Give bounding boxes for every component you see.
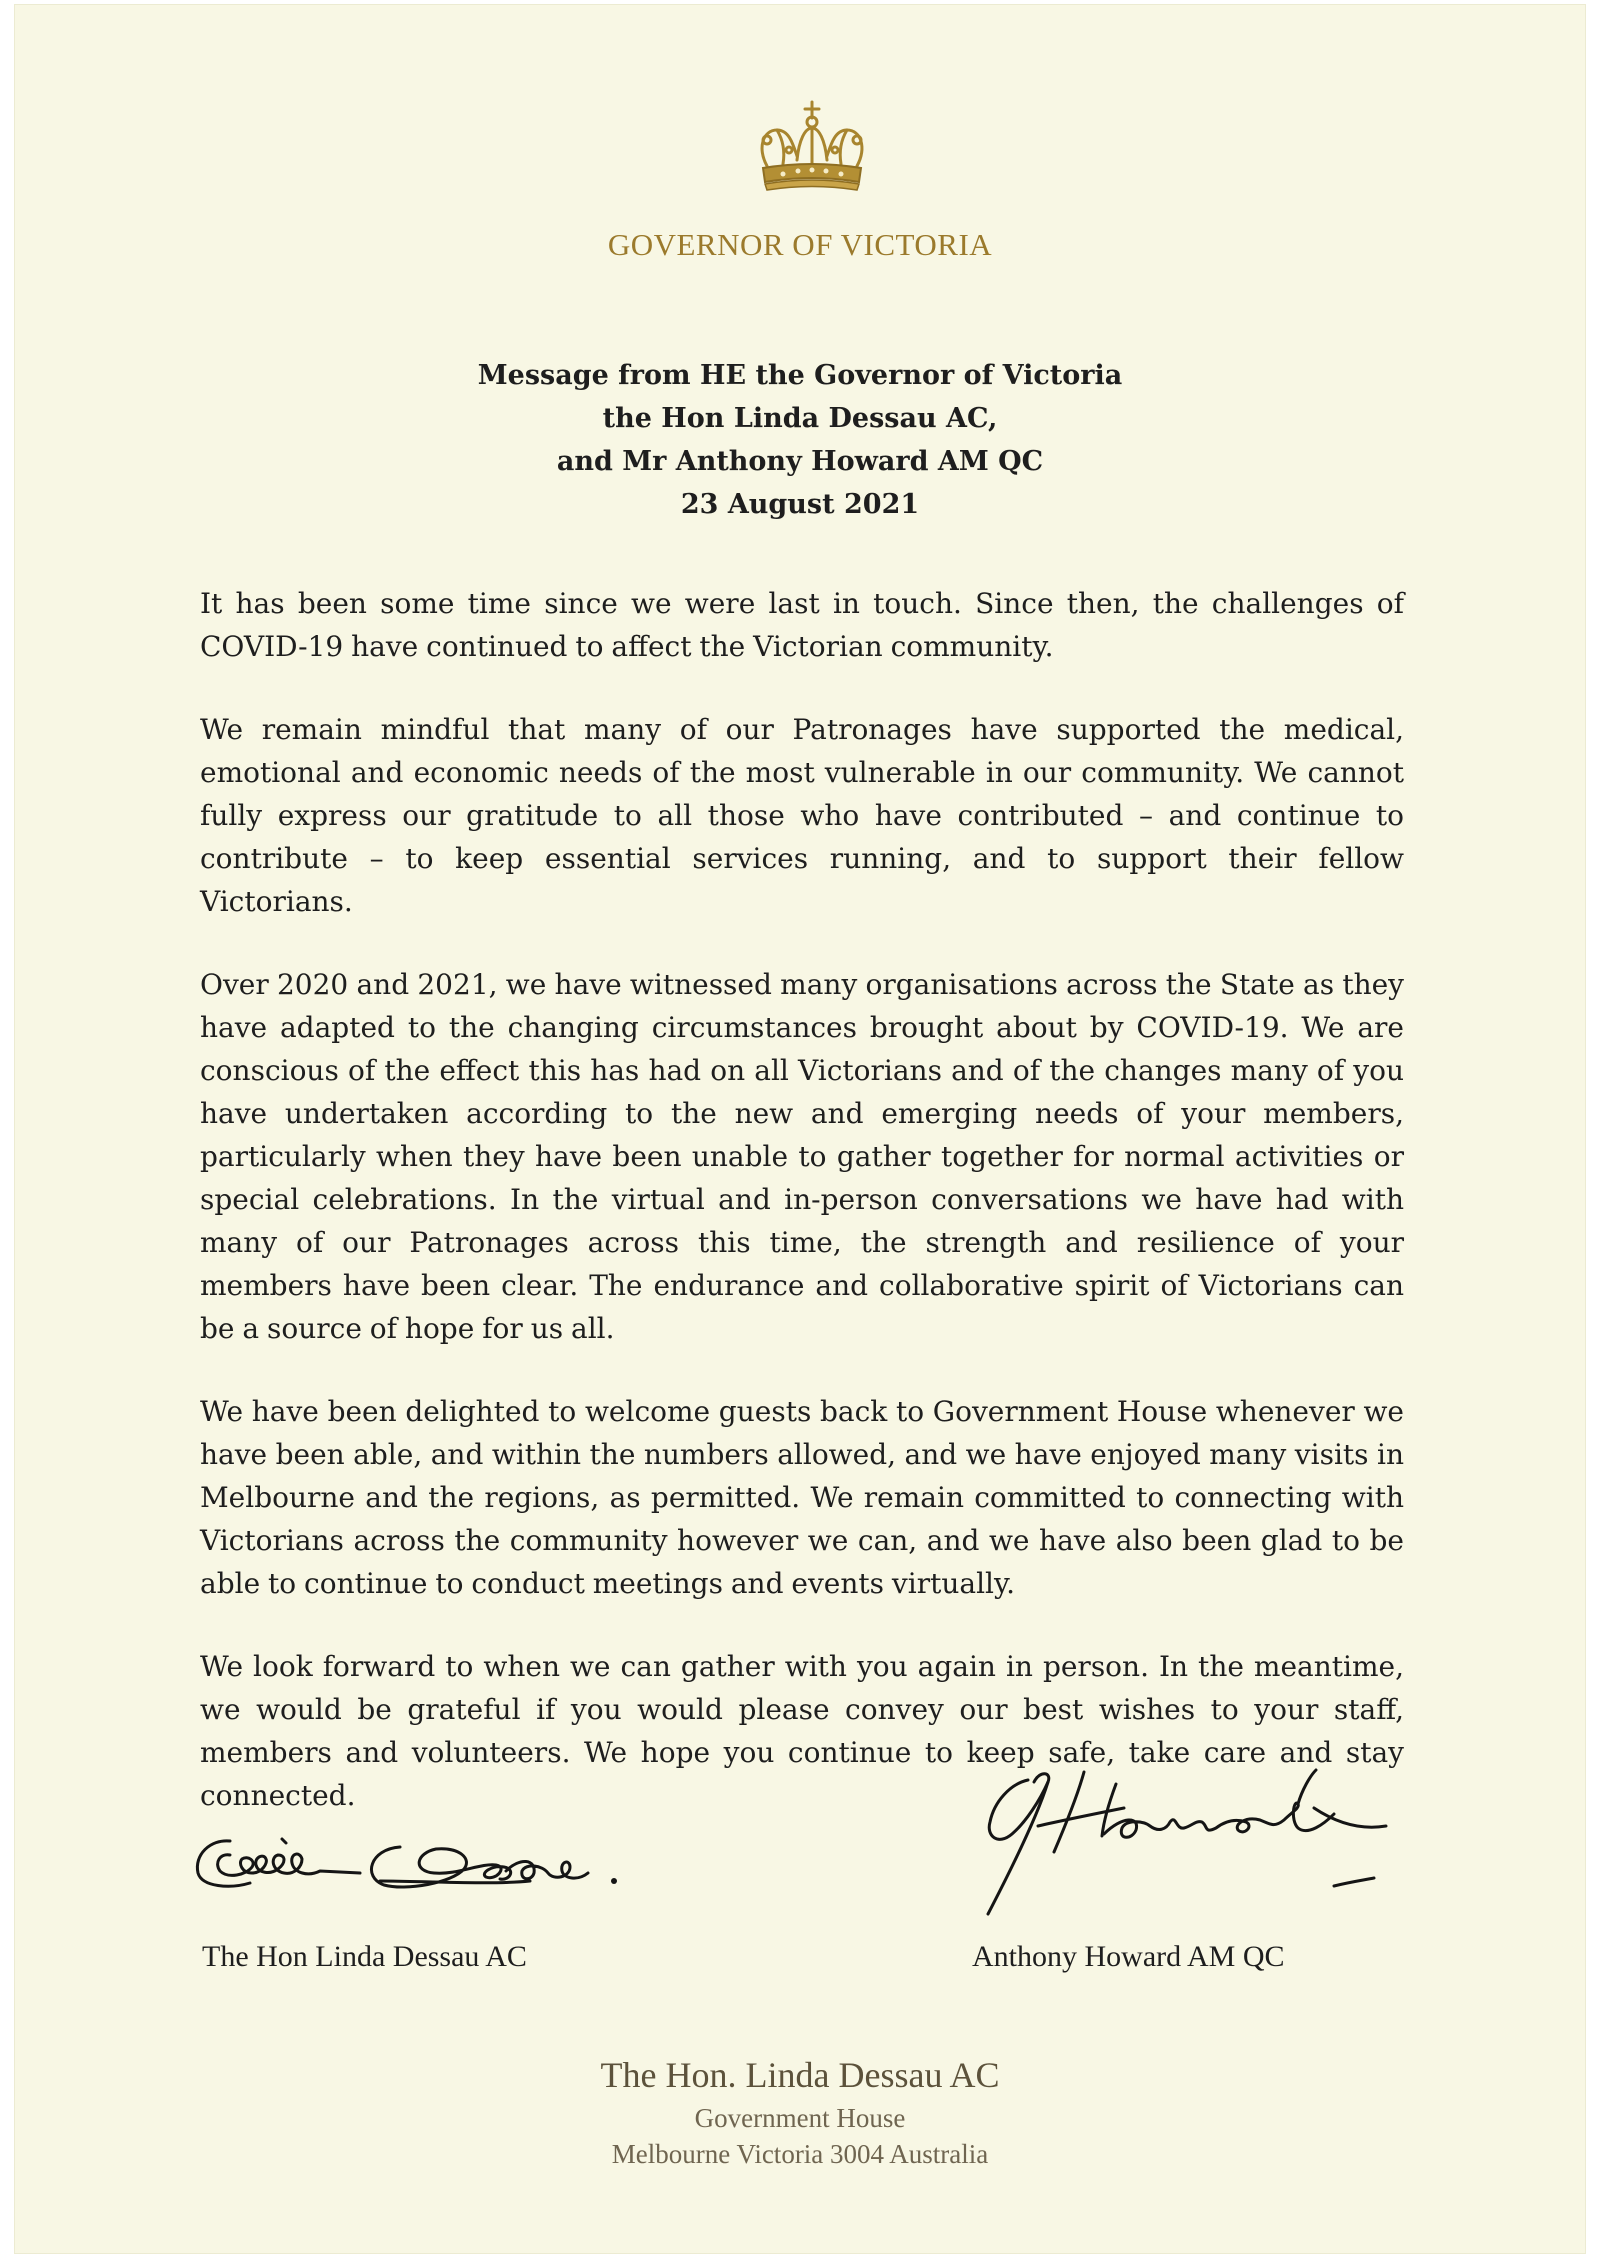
signature-howard [954, 1764, 1424, 1934]
signature-dessau [190, 1819, 710, 1909]
body-paragraph: Over 2020 and 2021, we have witnessed many organisations across the State as they have adapted to the changing circumstances brought about by COVID-19. We are conscious of the effect this has had on all Victorians and of the changes many of you have undertaken according to the new and emerging needs of your members, particularly when they have been unable to gather together for normal activities or special celebrations. In the virtual and in-person conversations we have had with many of our Patronages across this time, the strength and resilience of your members have been clear. The endurance and collaborative spirit of Victorians can be a source of hope for us all. [200, 968, 1404, 1345]
signer-name-dessau: The Hon Linda Dessau AC [202, 1940, 527, 1973]
heading-line: Message from HE the Governor of Victoria [477, 360, 1123, 391]
heading-line: the Hon Linda Dessau AC, [602, 403, 998, 434]
footer-name: The Hon. Linda Dessau AC [600, 2055, 1000, 2095]
letterhead-footer [14, 2050, 1586, 2172]
office-title: GOVERNOR OF VICTORIA [607, 227, 993, 262]
body-paragraph: We have been delighted to welcome guests back to Government House whenever we have been able, and within the numbers allowed, and we have enjoyed many visits in Melbourne and the regions, as permitted. We remain committed to connecting with Victorians across the community however we can, and we have also been glad to be able to continue to conduct meetings and events virtually. [200, 1395, 1404, 1600]
footer-address-line: Government House [694, 2103, 906, 2133]
body-paragraph: We remain mindful that many of our Patronages have supported the medical, emotional and economic needs of the most vulnerable in our community. We cannot fully express our gratitude to all those who have contributed – and continue to contribute – to keep essential services running, and to support their fellow Victorians. [200, 713, 1404, 918]
crown-icon [753, 100, 871, 192]
body-paragraph: We look forward to when we can gather with you again in person. In the meantime, we would be grateful if you would please convey our best wishes to your staff, members and volunteers. We hope you continue to keep safe, take care and stay connected. [200, 1650, 1404, 1812]
heading-date: 23 August 2021 [680, 489, 920, 520]
letter-body [200, 582, 1404, 1857]
message-heading [14, 354, 1586, 526]
letter-page [14, 4, 1586, 2254]
footer-address-line: Melbourne Victoria 3004 Australia [611, 2139, 989, 2169]
signer-name-howard: Anthony Howard AM QC [972, 1940, 1285, 1973]
heading-line: and Mr Anthony Howard AM QC [556, 446, 1044, 477]
body-paragraph: It has been some time since we were last in touch. Since then, the challenges of COVID-19 have continued to affect the Victorian community. [200, 587, 1404, 663]
